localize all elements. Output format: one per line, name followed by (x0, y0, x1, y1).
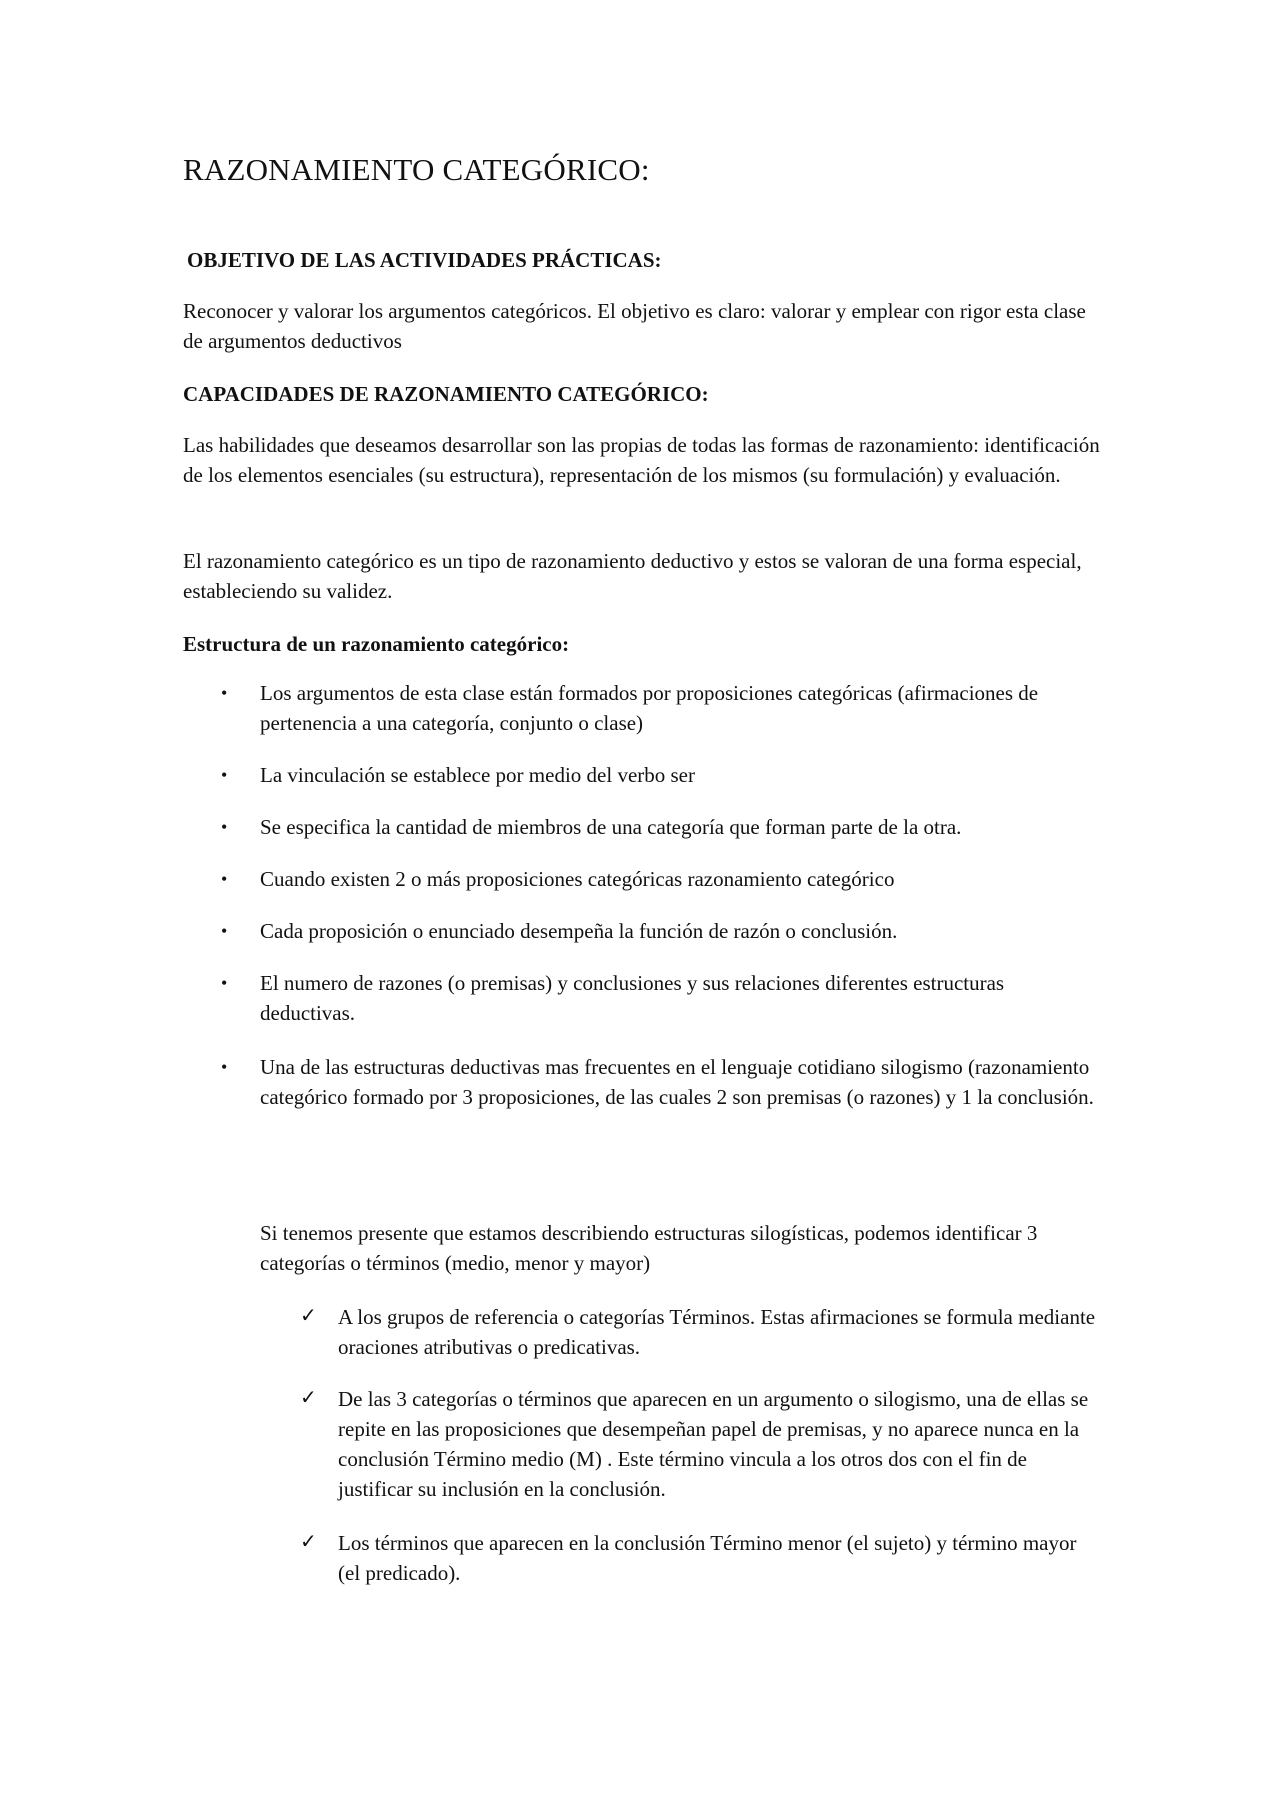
bullet-icon: • (221, 921, 228, 941)
list-item-text: Una de las estructuras deductivas mas frecuentes en el lenguaje cotidiano silogismo (razonamiento categórico formado por 3 proposiciones, de las cuales 2 son premisas (o razones) y 1 la conclusión. (260, 1055, 1094, 1109)
bullet-icon: • (221, 1057, 228, 1077)
list-item-text: Los términos que aparecen en la conclusión Término menor (el sujeto) y término mayor (el predicado). (338, 1531, 1077, 1585)
structure-heading: Estructura de un razonamiento categórico: (183, 632, 570, 656)
capacities-paragraph: Las habilidades que deseamos desarrollar son las propias de todas las formas de razonamiento: identificación de los elementos esenciales (su estructura), representación de los mismos (su formulación) y evaluación. (183, 433, 1100, 487)
list-item-text: Cuando existen 2 o más proposiciones categóricas razonamiento categórico (260, 867, 895, 891)
objective-heading: OBJETIVO DE LAS ACTIVIDADES PRÁCTICAS: (187, 248, 662, 272)
list-item-text: De las 3 categorías o términos que aparecen en un argumento o silogismo, una de ellas se repite en las proposiciones que desempeñan papel de premisas, y no aparece nunca en la conclusión Término medio (M) . Este término vincula a los otros dos con el fin de justificar su inclusión en la conclusión. (338, 1387, 1089, 1501)
list-item-text: A los grupos de referencia o categorías Términos. Estas afirmaciones se formula mediante oraciones atributivas o predicativas. (338, 1305, 1096, 1359)
list-item-text: Cada proposición o enunciado desempeña la función de razón o conclusión. (260, 919, 898, 943)
bullet-icon: • (221, 817, 228, 837)
list-item-text: El numero de razones (o premisas) y conclusiones y sus relaciones diferentes estructuras deductivas. (260, 971, 1005, 1025)
objective-paragraph: Reconocer y valorar los argumentos categóricos. El objetivo es claro: valorar y emplear con rigor esta clase de argumentos deductivos (183, 299, 1086, 353)
checkmark-icon: ✓ (300, 1385, 317, 1409)
page-title: RAZONAMIENTO CATEGÓRICO: (183, 152, 650, 187)
checkmark-icon: ✓ (300, 1529, 317, 1553)
bullet-icon: • (221, 869, 228, 889)
bullet-icon: • (221, 683, 228, 703)
bullet-icon: • (221, 765, 228, 785)
deductive-paragraph: El razonamiento categórico es un tipo de razonamiento deductivo y estos se valoran de una forma especial, estableciendo su validez. (183, 549, 1082, 603)
list-item-text: Se especifica la cantidad de miembros de una categoría que forman parte de la otra. (260, 815, 962, 839)
list-item-text: Los argumentos de esta clase están formados por proposiciones categóricas (afirmaciones de pertenencia a una categoría, conjunto o clase) (260, 681, 1039, 735)
capacities-heading: CAPACIDADES DE RAZONAMIENTO CATEGÓRICO: (183, 382, 709, 406)
bullet-icon: • (221, 973, 228, 993)
syllogism-intro-paragraph: Si tenemos presente que estamos describiendo estructuras silogísticas, podemos identificar 3 categorías o términos (medio, menor y mayor) (260, 1221, 1038, 1275)
list-item-text: La vinculación se establece por medio del verbo ser (260, 763, 695, 787)
checkmark-icon: ✓ (300, 1303, 317, 1327)
